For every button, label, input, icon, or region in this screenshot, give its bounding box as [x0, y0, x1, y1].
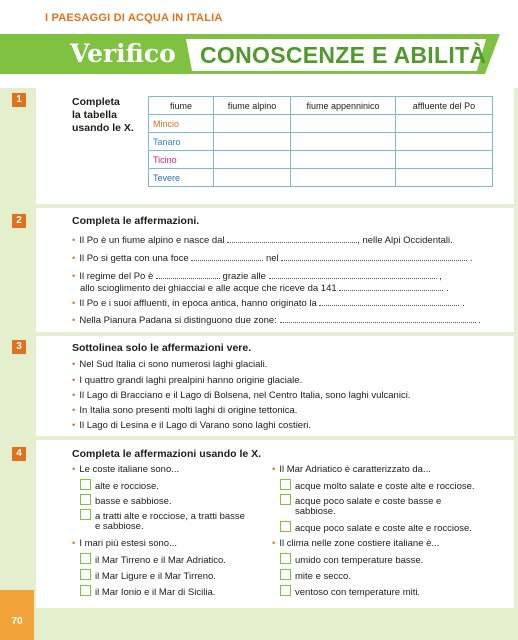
statement-line: • Il regime del Po è grazie alle , [72, 271, 442, 282]
blank-field[interactable] [227, 233, 357, 243]
option-continuation: e sabbiose. [95, 521, 144, 532]
exercise-2-instruction: Completa le affermazioni. [72, 215, 200, 227]
checkbox[interactable] [280, 553, 291, 564]
blank-field[interactable] [269, 269, 437, 279]
option[interactable]: ventoso con temperature miti. [280, 585, 420, 599]
option[interactable]: a tratti alte e rocciose, a tratti basse [80, 509, 245, 523]
statement-line: • Il Po si getta con una foce nel . [72, 253, 473, 264]
table-cell[interactable] [291, 115, 396, 133]
bullet-icon: • [72, 420, 76, 431]
table-cell[interactable] [396, 115, 493, 133]
statement-item[interactable]: • Il Lago di Bracciano e il Lago di Bolsena, nel Centro Italia, sono laghi vulcanici. [72, 390, 411, 401]
table-cell[interactable] [396, 151, 493, 169]
statement-item[interactable]: • In Italia sono presenti molti laghi di origine tettonica. [72, 405, 298, 416]
exercise-1-number: 1 [12, 93, 26, 107]
option[interactable]: il Mar Ligure e il Mar Tirreno. [80, 569, 216, 583]
statement-line: • Il Po è un fiume alpino e nasce dal , nelle Alpi Occidentali. [72, 235, 453, 246]
bullet-icon: • [72, 359, 76, 370]
checkbox[interactable] [280, 494, 291, 505]
statement-item[interactable]: • I quattro grandi laghi prealpini hanno origine glaciale. [72, 375, 303, 386]
verifico-label: Verifico [70, 39, 176, 68]
bullet-icon: • [72, 405, 76, 416]
statement-item[interactable]: • Nel Sud Italia ci sono numerosi laghi glaciali. [72, 359, 268, 370]
table-cell[interactable] [396, 169, 493, 187]
option-continuation: sabbiose. [295, 506, 336, 517]
chapter-kicker: I PAESAGGI DI ACQUA IN ITALIA [45, 12, 223, 24]
question: • Il clima nelle zone costiere italiane è... [272, 538, 440, 549]
option[interactable]: umido con temperature basse. [280, 553, 423, 567]
river-cell: Ticino [149, 151, 214, 169]
column-header: fiume alpino [214, 97, 291, 115]
option[interactable]: acque poco salate e coste basse e [280, 494, 441, 508]
exercise-2-number: 2 [12, 214, 26, 228]
exercise-3-number: 3 [12, 340, 26, 354]
rivers-table [148, 96, 493, 187]
column-header: fiume appenninico [291, 97, 396, 115]
bullet-icon: • [72, 315, 76, 326]
table-cell[interactable] [291, 133, 396, 151]
table-cell[interactable] [214, 115, 291, 133]
checkbox[interactable] [80, 494, 91, 505]
bullet-icon: • [272, 464, 276, 475]
column-header: fiume [149, 97, 214, 115]
page-title: CONOSCENZE E ABILITÀ [200, 42, 487, 68]
option[interactable]: mite e secco. [280, 569, 351, 583]
river-cell: Mincio [149, 115, 214, 133]
option[interactable]: basse e sabbiose. [80, 494, 172, 508]
exercise-4-instruction: Completa le affermazioni usando le X. [72, 448, 262, 460]
table-cell[interactable] [214, 133, 291, 151]
checkbox[interactable] [80, 553, 91, 564]
bullet-icon: • [72, 235, 76, 246]
table-cell[interactable] [214, 151, 291, 169]
statement-line: • Il Po e i suoi affluenti, in epoca antica, hanno originato la . [72, 298, 465, 309]
blank-field[interactable] [319, 296, 459, 306]
question: • Il Mar Adriatico è caratterizzato da... [272, 464, 431, 475]
blank-field[interactable] [339, 281, 443, 291]
option[interactable]: il Mar Tirreno e il Mar Adriatico. [80, 553, 226, 567]
checkbox[interactable] [80, 585, 91, 596]
blank-field[interactable] [280, 313, 476, 323]
table-cell[interactable] [291, 169, 396, 187]
blank-field[interactable] [191, 251, 263, 261]
question: • I mari più estesi sono... [72, 538, 178, 549]
checkbox[interactable] [80, 479, 91, 490]
river-cell: Tanaro [149, 133, 214, 151]
option[interactable]: alte e rocciose. [80, 479, 159, 493]
bullet-icon: • [272, 538, 276, 549]
statement-item[interactable]: • Il Lago di Lesina e il Lago di Varano sono laghi costieri. [72, 420, 311, 431]
checkbox[interactable] [280, 569, 291, 580]
exercise-4-number: 4 [12, 447, 26, 461]
bullet-icon: • [72, 464, 76, 475]
statement-line: • Nella Pianura Padana si distinguono due zone: . [72, 315, 481, 326]
bullet-icon: • [72, 538, 76, 549]
table-cell[interactable] [396, 133, 493, 151]
blank-field[interactable] [281, 251, 467, 261]
bullet-icon: • [72, 271, 76, 282]
table-cell[interactable] [291, 151, 396, 169]
exercise-1-instruction: Completa la tabella usando le X. [72, 96, 134, 134]
bullet-icon: • [72, 390, 76, 401]
option[interactable]: il Mar Ionio e il Mar di Sicilia. [80, 585, 215, 599]
checkbox[interactable] [280, 479, 291, 490]
table-cell[interactable] [214, 169, 291, 187]
blank-field[interactable] [156, 269, 220, 279]
checkbox[interactable] [80, 569, 91, 580]
checkbox[interactable] [280, 521, 291, 532]
bullet-icon: • [72, 375, 76, 386]
exercise-3-instruction: Sottolinea solo le affermazioni vere. [72, 342, 252, 354]
bullet-icon: • [72, 298, 76, 309]
column-header: affluente del Po [396, 97, 493, 115]
option[interactable]: acque poco salate e coste alte e rocciose. [280, 521, 472, 535]
checkbox[interactable] [80, 509, 91, 520]
question: • Le coste italiane sono... [72, 464, 180, 475]
checkbox[interactable] [280, 585, 291, 596]
page-number: 70 [0, 590, 34, 640]
bullet-icon: • [72, 253, 76, 264]
option[interactable]: acque molto salate e coste alte e rocciose. [280, 479, 475, 493]
statement-line: allo scioglimento dei ghiacciai e alle acque che riceve da 141 . [80, 283, 449, 294]
river-cell: Tevere [149, 169, 214, 187]
